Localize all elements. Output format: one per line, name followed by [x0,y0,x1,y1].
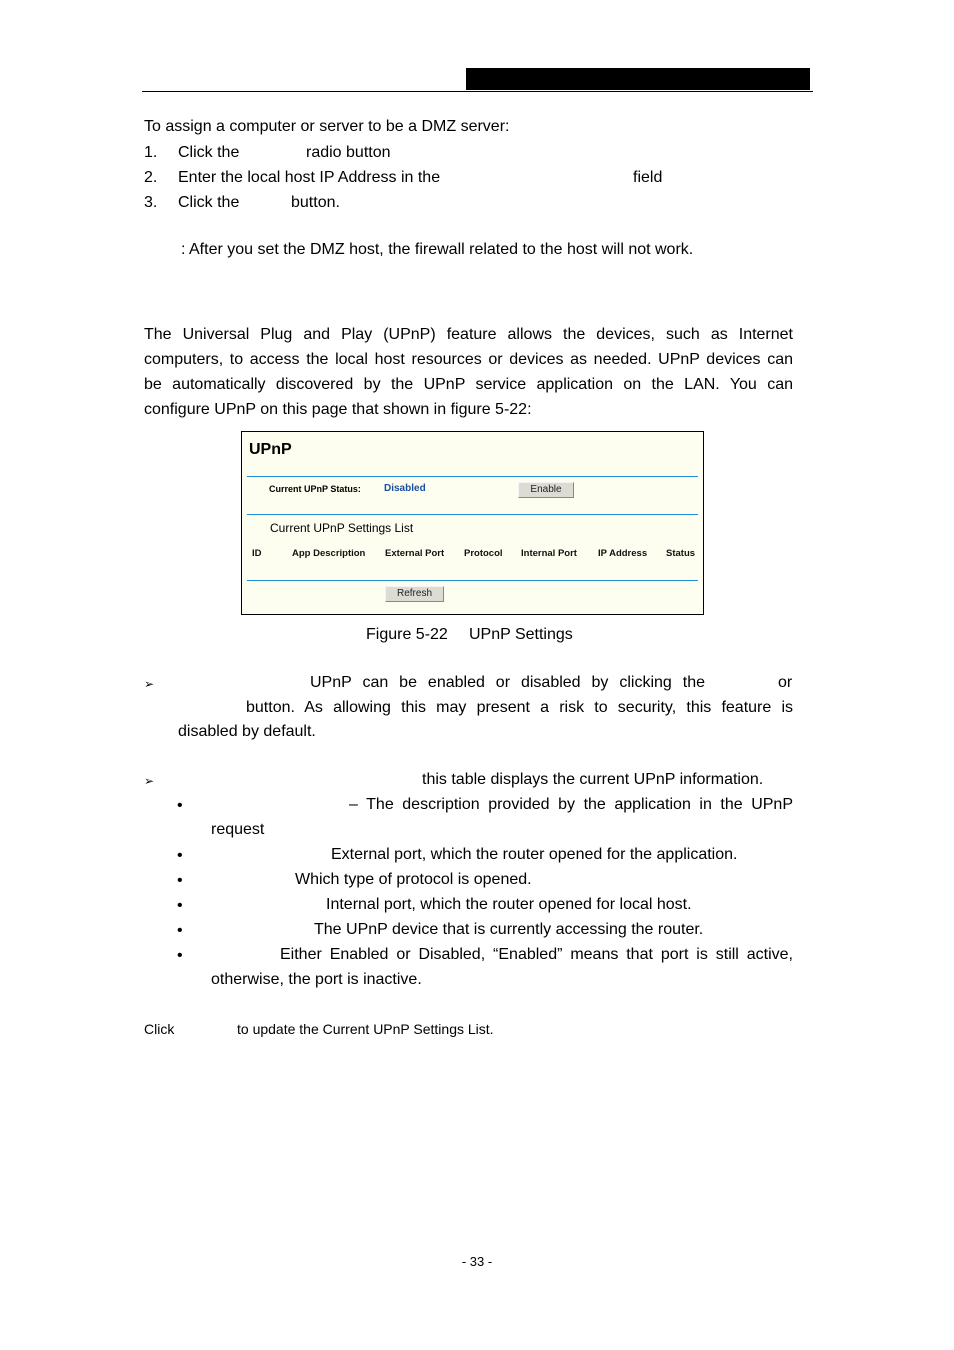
list-item: otherwise, the port is inactive. [211,971,422,988]
list-item: Either Enabled or Disabled, “Enabled” means that port is still active, [280,946,793,963]
col-external-port: External Port [385,548,445,559]
list-item: The UPnP device that is currently accessing the router. [314,921,704,938]
paragraph-line: computers, to access the local host resources or devices as needed. UPnP devices can [144,351,793,368]
refresh-button[interactable]: Refresh [385,586,444,602]
list-item: External port, which the router opened for the application. [331,846,738,863]
step-num: 3. [144,194,158,211]
dmz-note: : After you set the DMZ host, the firewall related to the host will not work. [181,241,694,258]
figure-title: UPnP [249,441,292,458]
col-internal-port: Internal Port [521,548,577,559]
step-text: Click the [178,194,240,211]
status-label: Current UPnP Status: [269,484,361,494]
paragraph-line: The Universal Plug and Play (UPnP) feature allows the devices, such as Internet [144,326,793,343]
list-item: – The description provided by the application in the UPnP [349,796,793,813]
dmz-intro: To assign a computer or server to be a DMZ server: [144,118,510,135]
bullet-icon: • [177,947,183,964]
step-text: Enter the local host IP Address in the [178,169,441,186]
step-text: Click the [178,144,240,161]
col-ip-address: IP Address [598,548,648,559]
bullet-icon: • [177,922,183,939]
upnp-figure [241,431,704,615]
col-protocol: Protocol [464,548,503,559]
desc-line: this table displays the current UPnP information. [422,771,764,788]
paragraph-line: configure UPnP on this page that shown in figure 5-22: [144,401,532,418]
caption-number: Figure 5-22 [366,626,448,643]
list-item: request [211,821,265,838]
list-title: Current UPnP Settings List [270,521,414,535]
bullet-icon: • [177,847,183,864]
click-text: Click [144,1021,175,1037]
list-item: Which type of protocol is opened. [295,871,532,888]
caption-text: UPnP Settings [469,626,573,643]
divider [247,476,698,477]
status-value: Disabled [384,483,426,494]
step-num: 1. [144,144,158,161]
header-rule [142,91,813,92]
desc-line: button. As allowing this may present a risk to security, this feature is [246,699,793,716]
step-text: button. [291,194,340,211]
desc-line: disabled by default. [178,723,316,740]
divider [247,580,698,581]
enable-button[interactable]: Enable [518,482,574,498]
page-number: - 33 - [461,1254,493,1269]
bullet-icon: • [177,897,183,914]
header-bar [466,68,810,90]
step-text: radio button [306,144,391,161]
desc-line: or [778,674,793,691]
step-text: field [633,169,663,186]
desc-line: UPnP can be enabled or disabled by clicking the [310,674,705,691]
divider [247,514,698,515]
arrow-bullet-icon: ➢ [144,677,155,691]
bullet-icon: • [177,797,183,814]
col-status: Status [666,548,696,559]
col-id: ID [252,548,262,559]
col-app-description: App Description [292,548,366,559]
click-text: to update the Current UPnP Settings List. [237,1021,494,1037]
arrow-bullet-icon: ➢ [144,774,155,788]
list-item: Internal port, which the router opened for local host. [326,896,692,913]
step-num: 2. [144,169,158,186]
paragraph-line: be automatically discovered by the UPnP service application on the LAN. You can [144,376,793,393]
bullet-icon: • [177,872,183,889]
